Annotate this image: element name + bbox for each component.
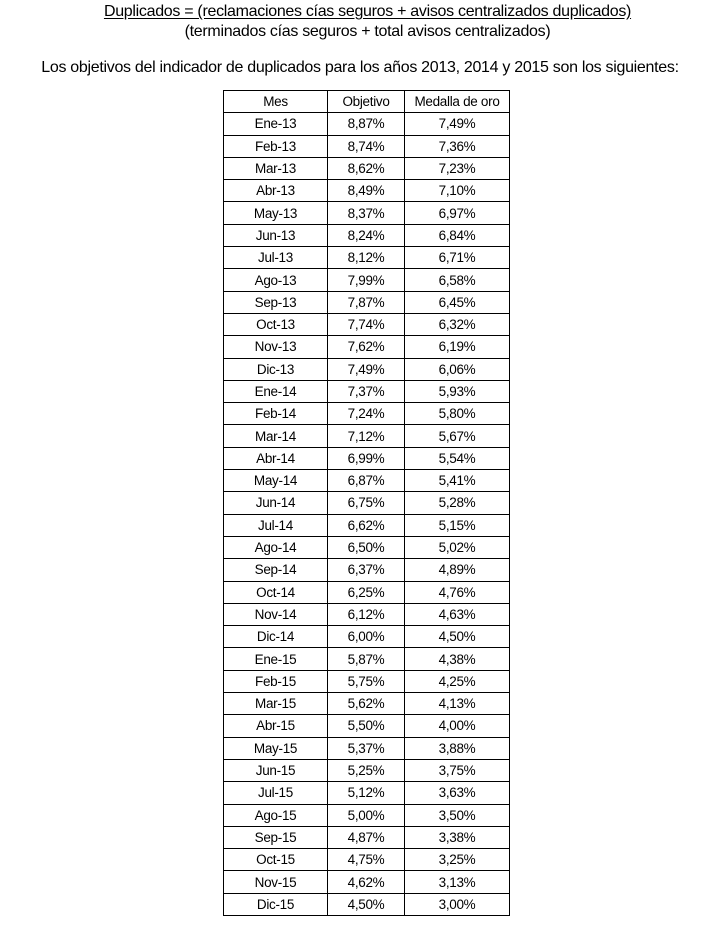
cell-mes: Ene-14 <box>224 380 328 402</box>
cell-medalla-de-oro: 5,80% <box>405 403 510 425</box>
table-row <box>224 202 510 224</box>
table-row <box>224 849 510 871</box>
cell-mes: Feb-13 <box>224 135 328 157</box>
cell-objetivo: 7,74% <box>328 313 405 335</box>
table-row <box>224 425 510 447</box>
table-row <box>224 157 510 179</box>
cell-mes: Abr-14 <box>224 447 328 469</box>
cell-mes: Mar-13 <box>224 157 328 179</box>
cell-objetivo: 4,87% <box>328 826 405 848</box>
cell-mes: Jun-13 <box>224 224 328 246</box>
cell-mes: Ago-13 <box>224 269 328 291</box>
cell-objetivo: 6,99% <box>328 447 405 469</box>
table-row <box>224 135 510 157</box>
cell-mes: Jun-15 <box>224 759 328 781</box>
cell-objetivo: 6,62% <box>328 514 405 536</box>
cell-mes: May-14 <box>224 470 328 492</box>
table-row <box>224 224 510 246</box>
cell-mes: Sep-15 <box>224 826 328 848</box>
cell-medalla-de-oro: 3,25% <box>405 849 510 871</box>
table-row <box>224 782 510 804</box>
cell-medalla-de-oro: 4,50% <box>405 626 510 648</box>
cell-mes: Sep-13 <box>224 291 328 313</box>
column-header-mes: Mes <box>224 91 328 113</box>
table-row <box>224 759 510 781</box>
table-row <box>224 871 510 893</box>
table-row <box>224 603 510 625</box>
cell-mes: Dic-13 <box>224 358 328 380</box>
table-row <box>224 648 510 670</box>
cell-mes: Sep-14 <box>224 559 328 581</box>
table-row <box>224 180 510 202</box>
cell-medalla-de-oro: 4,76% <box>405 581 510 603</box>
cell-medalla-de-oro: 6,32% <box>405 313 510 335</box>
cell-objetivo: 8,37% <box>328 202 405 224</box>
cell-medalla-de-oro: 3,75% <box>405 759 510 781</box>
cell-objetivo: 6,37% <box>328 559 405 581</box>
cell-objetivo: 5,62% <box>328 693 405 715</box>
cell-objetivo: 6,87% <box>328 470 405 492</box>
cell-medalla-de-oro: 4,00% <box>405 715 510 737</box>
cell-objetivo: 6,25% <box>328 581 405 603</box>
cell-medalla-de-oro: 6,19% <box>405 336 510 358</box>
cell-medalla-de-oro: 6,45% <box>405 291 510 313</box>
cell-mes: Abr-13 <box>224 180 328 202</box>
table-row <box>224 403 510 425</box>
cell-mes: Jul-13 <box>224 247 328 269</box>
cell-objetivo: 7,12% <box>328 425 405 447</box>
table-row <box>224 804 510 826</box>
cell-mes: Feb-15 <box>224 670 328 692</box>
cell-mes: Ene-13 <box>224 113 328 135</box>
cell-mes: Nov-13 <box>224 336 328 358</box>
column-header-medalla-de-oro: Medalla de oro <box>405 91 510 113</box>
cell-medalla-de-oro: 7,10% <box>405 180 510 202</box>
cell-medalla-de-oro: 5,67% <box>405 425 510 447</box>
cell-medalla-de-oro: 3,38% <box>405 826 510 848</box>
table-row <box>224 313 510 335</box>
table-row <box>224 514 510 536</box>
cell-medalla-de-oro: 4,25% <box>405 670 510 692</box>
table-row <box>224 737 510 759</box>
cell-objetivo: 8,74% <box>328 135 405 157</box>
cell-medalla-de-oro: 7,49% <box>405 113 510 135</box>
table-row <box>224 626 510 648</box>
table-row <box>224 380 510 402</box>
table-row <box>224 336 510 358</box>
table-row <box>224 447 510 469</box>
cell-medalla-de-oro: 3,00% <box>405 893 510 915</box>
cell-objetivo: 8,87% <box>328 113 405 135</box>
table-body <box>224 113 510 916</box>
cell-objetivo: 5,25% <box>328 759 405 781</box>
cell-medalla-de-oro: 6,58% <box>405 269 510 291</box>
cell-mes: Feb-14 <box>224 403 328 425</box>
cell-medalla-de-oro: 5,93% <box>405 380 510 402</box>
cell-objetivo: 7,37% <box>328 380 405 402</box>
cell-mes: Nov-15 <box>224 871 328 893</box>
cell-medalla-de-oro: 3,13% <box>405 871 510 893</box>
table-row <box>224 893 510 915</box>
cell-objetivo: 7,62% <box>328 336 405 358</box>
cell-mes: Oct-14 <box>224 581 328 603</box>
cell-mes: Oct-13 <box>224 313 328 335</box>
table-row <box>224 470 510 492</box>
cell-objetivo: 5,12% <box>328 782 405 804</box>
cell-objetivo: 6,12% <box>328 603 405 625</box>
cell-mes: Mar-14 <box>224 425 328 447</box>
cell-objetivo: 4,62% <box>328 871 405 893</box>
cell-medalla-de-oro: 5,15% <box>405 514 510 536</box>
cell-objetivo: 7,49% <box>328 358 405 380</box>
cell-medalla-de-oro: 3,88% <box>405 737 510 759</box>
cell-medalla-de-oro: 6,06% <box>405 358 510 380</box>
cell-medalla-de-oro: 6,97% <box>405 202 510 224</box>
formula-numerator-text: Duplicados = (reclamaciones cías seguros + avisos centralizados duplicados) <box>103 3 632 20</box>
cell-medalla-de-oro: 6,84% <box>405 224 510 246</box>
cell-medalla-de-oro: 4,38% <box>405 648 510 670</box>
table-row <box>224 291 510 313</box>
table-row <box>224 670 510 692</box>
table-row <box>224 269 510 291</box>
cell-medalla-de-oro: 6,71% <box>405 247 510 269</box>
table-row <box>224 358 510 380</box>
cell-medalla-de-oro: 5,54% <box>405 447 510 469</box>
cell-mes: Ago-14 <box>224 536 328 558</box>
cell-objetivo: 6,75% <box>328 492 405 514</box>
cell-mes: Jul-15 <box>224 782 328 804</box>
cell-objetivo: 8,24% <box>328 224 405 246</box>
formula-numerator <box>0 2 705 22</box>
cell-objetivo: 5,50% <box>328 715 405 737</box>
cell-mes: Oct-15 <box>224 849 328 871</box>
cell-objetivo: 5,00% <box>328 804 405 826</box>
cell-objetivo: 8,12% <box>328 247 405 269</box>
cell-mes: Jul-14 <box>224 514 328 536</box>
column-header-objetivo: Objetivo <box>328 91 405 113</box>
table-row <box>224 492 510 514</box>
table-row <box>224 826 510 848</box>
cell-objetivo: 8,49% <box>328 180 405 202</box>
cell-objetivo: 5,75% <box>328 670 405 692</box>
cell-medalla-de-oro: 4,89% <box>405 559 510 581</box>
cell-objetivo: 8,62% <box>328 157 405 179</box>
formula-denominator: (terminados cías seguros + total avisos centralizados) <box>184 23 551 40</box>
cell-mes: Dic-15 <box>224 893 328 915</box>
cell-objetivo: 5,37% <box>328 737 405 759</box>
table-row <box>224 581 510 603</box>
cell-objetivo: 7,87% <box>328 291 405 313</box>
cell-mes: Dic-14 <box>224 626 328 648</box>
table-header-row <box>224 91 510 113</box>
table-row <box>224 559 510 581</box>
table-row <box>224 715 510 737</box>
cell-medalla-de-oro: 7,23% <box>405 157 510 179</box>
table-row <box>224 247 510 269</box>
cell-medalla-de-oro: 4,63% <box>405 603 510 625</box>
table-row <box>224 693 510 715</box>
cell-objetivo: 7,99% <box>328 269 405 291</box>
cell-mes: May-13 <box>224 202 328 224</box>
cell-objetivo: 6,00% <box>328 626 405 648</box>
cell-objetivo: 5,87% <box>328 648 405 670</box>
cell-medalla-de-oro: 5,02% <box>405 536 510 558</box>
intro-paragraph: Los objetivos del indicador de duplicados para los años 2013, 2014 y 2015 son los siguientes: <box>41 59 679 76</box>
cell-mes: Ene-15 <box>224 648 328 670</box>
cell-objetivo: 4,75% <box>328 849 405 871</box>
cell-mes: Jun-14 <box>224 492 328 514</box>
table-row <box>224 113 510 135</box>
cell-mes: Nov-14 <box>224 603 328 625</box>
cell-medalla-de-oro: 5,28% <box>405 492 510 514</box>
cell-medalla-de-oro: 4,13% <box>405 693 510 715</box>
cell-medalla-de-oro: 3,63% <box>405 782 510 804</box>
objectives-table <box>223 90 510 916</box>
cell-objetivo: 7,24% <box>328 403 405 425</box>
cell-objetivo: 4,50% <box>328 893 405 915</box>
cell-objetivo: 6,50% <box>328 536 405 558</box>
cell-medalla-de-oro: 3,50% <box>405 804 510 826</box>
cell-mes: Mar-15 <box>224 693 328 715</box>
cell-mes: May-15 <box>224 737 328 759</box>
cell-mes: Ago-15 <box>224 804 328 826</box>
table-row <box>224 536 510 558</box>
cell-medalla-de-oro: 5,41% <box>405 470 510 492</box>
cell-mes: Abr-15 <box>224 715 328 737</box>
cell-medalla-de-oro: 7,36% <box>405 135 510 157</box>
